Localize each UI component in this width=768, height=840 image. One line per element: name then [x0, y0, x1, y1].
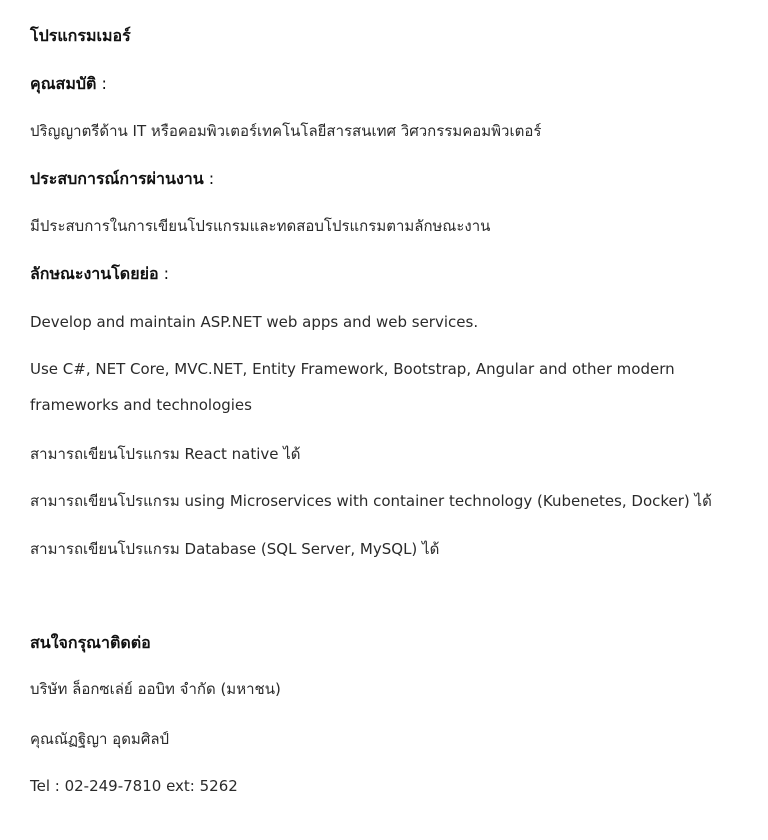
contact-person: คุณณัฏฐิญา อุดมศิลป์: [30, 730, 170, 748]
experience-heading: [30, 169, 214, 189]
contact-phone: Tel : 02-249-7810 ext: 5262: [30, 777, 238, 795]
description-item: สามารถเขียนโปรแกรม React native ได้: [30, 445, 301, 463]
description-heading: [30, 264, 169, 284]
description-label: ลักษณะงานโดยย่อ: [30, 264, 159, 283]
experience-colon: :: [203, 169, 215, 188]
qualifications-text: ปริญญาตรีด้าน IT หรือคอมพิวเตอร์เทคโนโลยีสารสนเทศ วิศวกรรมคอมพิวเตอร์: [30, 122, 542, 140]
description-colon: :: [158, 264, 170, 283]
qualifications-label: คุณสมบัติ: [30, 74, 97, 93]
contact-heading: สนใจกรุณาติดต่อ: [30, 633, 151, 652]
experience-text: มีประสบการในการเขียนโปรแกรมและทดสอบโปรแกรมตามลักษณะงาน: [30, 217, 491, 235]
contact-company: บริษัท ล็อกซเล่ย์ ออบิท จำกัด (มหาชน): [30, 680, 281, 698]
qualifications-colon: :: [96, 74, 107, 93]
description-item: Use C#, NET Core, MVC.NET, Entity Framework, Bootstrap, Angular and other modern frameworks and technologies: [30, 360, 675, 414]
job-title: โปรแกรมเมอร์: [30, 26, 131, 45]
qualifications-heading: [30, 74, 107, 94]
description-item: สามารถเขียนโปรแกรม using Microservices with container technology (Kubenetes, Docker) ได้: [30, 492, 712, 510]
description-item: Develop and maintain ASP.NET web apps and web services.: [30, 313, 479, 331]
experience-label: ประสบการณ์การผ่านงาน: [30, 169, 204, 188]
description-item: สามารถเขียนโปรแกรม Database (SQL Server, MySQL) ได้: [30, 540, 440, 558]
